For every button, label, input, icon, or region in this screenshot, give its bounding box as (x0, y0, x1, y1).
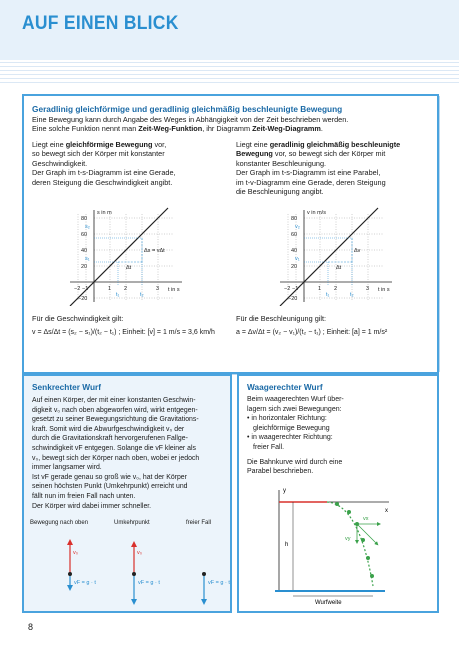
svg-text:3: 3 (156, 286, 160, 292)
svg-text:vF = g · t: vF = g · t (208, 580, 230, 586)
svg-text:v₂: v₂ (295, 224, 300, 230)
svg-text:1: 1 (318, 286, 322, 292)
uniform-text: Liegt eine gleichförmige Bewegung vor, so bewegt sich der Körper mit konstanter Geschwindigkeit. Der Graph im t-s-Diagramm ist eine Gerade, deren Steigung die Geschwindigkeit angibt. (32, 140, 176, 187)
svg-text:v₁: v₁ (295, 256, 300, 262)
page-title: AUF EINEN BLICK (22, 13, 179, 34)
intro-line: Eine Bewegung kann durch Angabe des Weges in Abhängigkeit von der Zeit beschrieben werden. (32, 115, 349, 124)
col-label-up: Bewegung nach oben (30, 520, 89, 526)
svg-text:40: 40 (81, 248, 88, 254)
header-lines (0, 62, 459, 84)
svg-text:60: 60 (81, 232, 88, 238)
delta-s-label: Δs = vΔt (144, 248, 165, 254)
svg-text:2: 2 (334, 286, 338, 292)
vertical-throw-box (22, 374, 232, 613)
intro-text (32, 115, 432, 134)
svg-text:y: y (283, 488, 286, 494)
svg-text:−1: −1 (292, 286, 299, 292)
arrows-top (132, 544, 136, 602)
tv-chart (274, 206, 414, 306)
accelerated-text: Liegt eine geradlinig gleichmäßig beschleunigte Bewegung vor, so bewegt sich der Körper mit konstanter Beschleunigung. Der Graph im t-s-Diagramm ist eine Parabel, im t-v-Diagramm eine Gerade, deren Steigung die Beschleunigung angibt. (236, 140, 401, 197)
svg-text:40: 40 (291, 248, 298, 254)
svg-text:1: 1 (108, 286, 112, 292)
svg-text:−20: −20 (78, 296, 88, 302)
ts-chart (64, 206, 204, 306)
delta-t-label: Δt (336, 265, 342, 271)
vertical-throw-heading: Senkrechter Wurf (32, 382, 102, 392)
svg-text:20: 20 (81, 264, 88, 270)
delta-t-label: Δt (126, 265, 132, 271)
vertical-throw-text: Auf einen Körper, der mit einer konstanten Geschwin- digkeit v₀ nach oben abgeworfen wird, wirkt entgegen- gesetzt zu seiner Bewegungsrichtung die Gravitations- kraft. Somit wird die Abwurfgeschwindigkeit v₀ der durch die Gravitationskraft hervorgerufenen Fallge- schwindigkeit vF entgegen. Solange die vF kleiner als v₀, bewegt sich der Körper nach oben, wobei er jedoch immer langsamer wird. Ist vF gerade genau so groß wie v₀, hat der Körper seinen höchsten Punkt (Umkehrpunkt) erreicht und fällt nun im freien Fall nach unten. Der Körper wird dabei immer schneller. (32, 397, 200, 510)
svg-text:x: x (385, 508, 388, 514)
horizontal-throw-heading: Waagerechter Wurf (247, 382, 323, 392)
svg-text:vy: vy (345, 536, 351, 542)
svg-text:−2: −2 (74, 286, 81, 292)
acceleration-formula: a = Δv/Δt = (v₂ − v₁)/(t₂ − t₁) ; Einheit: [a] = 1 m/s² (236, 329, 388, 336)
svg-text:s₂: s₂ (85, 224, 90, 230)
vertical-throw-diagram (24, 528, 230, 608)
svg-text:Wurfweite: Wurfweite (315, 600, 342, 606)
x-axis-label: t in s (168, 287, 180, 293)
delta-v-label: Δv (354, 248, 361, 254)
svg-text:s₁: s₁ (85, 256, 90, 262)
svg-text:vF = g · t: vF = g · t (74, 580, 96, 586)
velocity-formula: v = Δs/Δt = (s₂ − s₁)/(t₂ − t₁) ; Einheit: [v] = 1 m/s = 3,6 km/h (32, 329, 215, 336)
ground (275, 590, 385, 592)
svg-text:t₂: t₂ (350, 292, 354, 298)
svg-text:−1: −1 (82, 286, 89, 292)
svg-text:vF = g · t: vF = g · t (138, 580, 160, 586)
svg-text:3: 3 (366, 286, 370, 292)
page-number: 8 (28, 622, 34, 632)
motion-box (22, 94, 439, 374)
y-axis-label: s in m (97, 210, 112, 216)
svg-text:h: h (285, 542, 289, 548)
col-label-top: Umkehrpunkt (114, 520, 150, 526)
arrows-up (68, 542, 72, 588)
horizontal-throw-box (237, 374, 439, 613)
svg-text:t₁: t₁ (326, 292, 330, 298)
col-label-fall: freier Fall (186, 520, 212, 526)
svg-text:80: 80 (81, 216, 88, 222)
svg-text:v₀: v₀ (137, 550, 143, 556)
y-axis-label: v in m/s (307, 210, 326, 216)
svg-text:t₁: t₁ (116, 292, 120, 298)
svg-text:−2: −2 (284, 286, 291, 292)
horizontal-throw-text: Beim waagerechten Wurf über- lagern sich zwei Bewegungen: • in horizontaler Richtung: gleichförmige Bewegung • in waagerechter Richtung: freier Fall. Die Bahnkurve wird durch eine Parabel beschrieben. (247, 396, 344, 476)
svg-text:60: 60 (291, 232, 298, 238)
svg-text:2: 2 (124, 286, 128, 292)
velocity-formula-intro: Für die Geschwindigkeit gilt: (32, 314, 124, 323)
svg-text:80: 80 (291, 216, 298, 222)
intro-line: Eine solche Funktion nennt man Zeit-Weg-Funktion, ihr Diagramm Zeit-Weg-Diagramm. (32, 124, 323, 134)
svg-text:20: 20 (291, 264, 298, 270)
acceleration-formula-intro: Für die Beschleunigung gilt: (236, 314, 327, 323)
arrows-fall (202, 572, 206, 602)
svg-text:t₂: t₂ (140, 292, 144, 298)
svg-text:vx: vx (363, 516, 369, 522)
svg-text:v₀: v₀ (73, 550, 79, 556)
svg-text:−20: −20 (288, 296, 298, 302)
horizontal-throw-diagram (239, 482, 437, 608)
x-axis-label: t in s (378, 287, 390, 293)
motion-heading: Geradlinig gleichförmige und geradlinig gleichmäßig beschleunigte Bewegung (32, 104, 343, 114)
trajectory (327, 502, 373, 586)
